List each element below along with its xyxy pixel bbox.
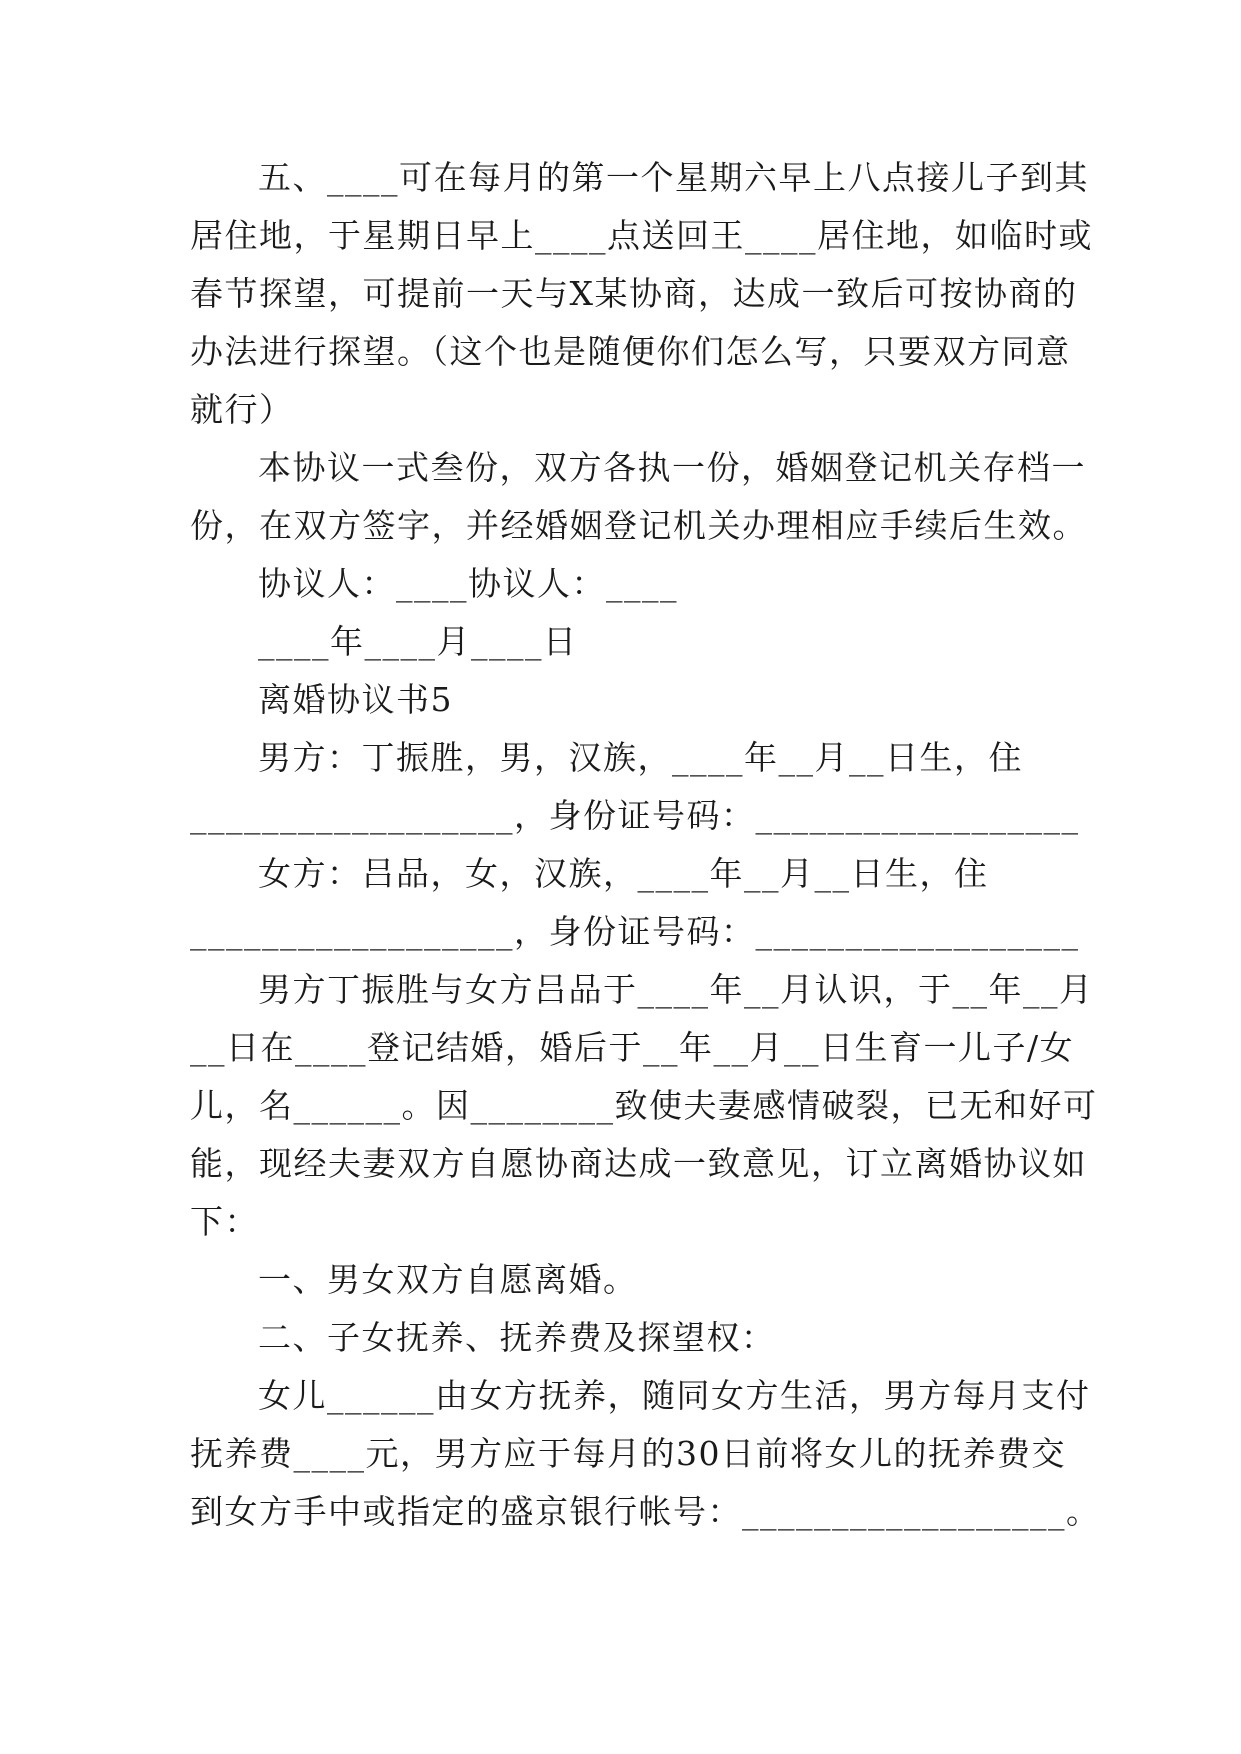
- paragraph-line: 男方：丁振胜，男，汉族，____年__月__日生，住: [258, 738, 1023, 777]
- paragraph-line: 本协议一式叁份，双方各执一份，婚姻登记机关存档一: [258, 448, 1086, 487]
- paragraph-line: 五、____可在每月的第一个星期六早上八点接儿子到其: [258, 158, 1089, 197]
- signature-line: 协议人：____协议人：____: [258, 564, 678, 603]
- paragraph-line: 办法进行探望。（这个也是随便你们怎么写，只要双方同意: [190, 332, 1071, 371]
- paragraph-line: __________________，身份证号码：__________________: [190, 796, 1080, 835]
- paragraph-line: 儿，名______。因________致使夫妻感情破裂，已无和好可: [190, 1086, 1098, 1125]
- paragraph-line: 春节探望，可提前一天与X某协商，达成一致后可按协商的: [190, 274, 1078, 313]
- paragraph-line: __日在____登记结婚，婚后于__年__月__日生育一儿子/女: [190, 1028, 1075, 1067]
- paragraph-line: 就行）: [190, 390, 294, 429]
- paragraph-line: 能，现经夫妻双方自愿协商达成一致意见，订立离婚协议如: [190, 1144, 1087, 1183]
- paragraph-line: 到女方手中或指定的盛京银行帐号：__________________。: [190, 1492, 1101, 1531]
- date-line: ____年____月____日: [258, 622, 578, 661]
- paragraph-line: 女方：吕品，女，汉族，____年__月__日生，住: [258, 854, 989, 893]
- paragraph-line: 一、男女双方自愿离婚。: [258, 1260, 638, 1299]
- paragraph-line: 男方丁振胜与女方吕品于____年__月认识，于__年__月: [258, 970, 1094, 1009]
- section-title: 离婚协议书5: [258, 680, 453, 719]
- paragraph-line: __________________，身份证号码：__________________: [190, 912, 1080, 951]
- paragraph-line: 抚养费____元，男方应于每月的30日前将女儿的抚养费交: [190, 1434, 1066, 1473]
- paragraph-line: 下：: [190, 1202, 259, 1241]
- paragraph-line: 女儿______由女方抚养，随同女方生活，男方每月支付: [258, 1376, 1091, 1415]
- paragraph-line: 份，在双方签字，并经婚姻登记机关办理相应手续后生效。: [190, 506, 1087, 545]
- paragraph-line: 二、子女抚养、抚养费及探望权：: [258, 1318, 776, 1357]
- paragraph-line: 居住地，于星期日早上____点送回王____居住地，如临时或: [190, 216, 1093, 255]
